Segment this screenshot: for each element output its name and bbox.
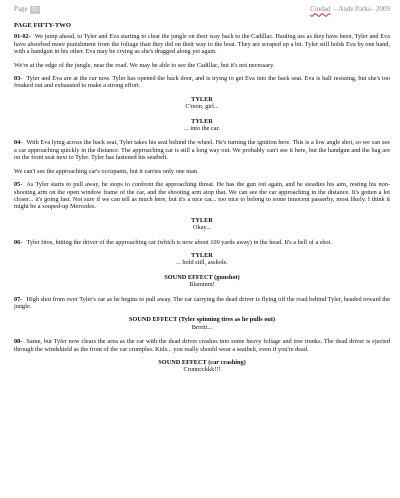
character-name: SOUND EFFECT (Tyler spinning tires as he pulls out) [128, 316, 276, 324]
dialogue-line: ... into the car. [184, 125, 220, 133]
panel-description [14, 33, 390, 55]
panel-text: Tyler and Eva are at the car now. Tyler has opened the back door, and is trying to get Eva into the back seat. Eva is half resisting, but she's too freaked out and exhausted to make a strong effort. [14, 75, 390, 90]
dialogue-block [14, 274, 390, 289]
panel-text: Same, but Tyler now clears the area as the car with the dead driver crashes into some heavy foliage and tree trunks. The dead driver is ejected through the windshield as the front of the car crumples. Kids... you really should wear a seatbelt, even if you're dead. [14, 338, 390, 353]
panel-number: 03- [14, 75, 23, 83]
panel-number: 05- [14, 181, 23, 189]
panel-description [14, 239, 390, 246]
page-title: PAGE FIFTY-TWO [14, 22, 71, 29]
page-header [14, 4, 390, 16]
dialogue-block [14, 316, 390, 331]
panel-description [14, 338, 390, 353]
dialogue-block [14, 359, 390, 374]
script-body [14, 33, 390, 373]
running-author: – Ande Parks– 2009 [333, 5, 390, 14]
panel-number: 04- [14, 139, 23, 147]
panel-number: 08- [14, 338, 23, 346]
panel-number: 01-02- [14, 33, 31, 41]
panel-number: 07- [14, 295, 23, 303]
dialogue-block [14, 118, 390, 133]
character-name: SOUND EFFECT (gunshot) [164, 273, 240, 281]
dialogue-block [14, 217, 390, 232]
panel-text: With Eva lying across the back seat, Tyler takes his seat behind the wheel. He's turning the ignition here. This is a low angle shot, so we can see a car approaching quickly in the distance. The approaching car is still a long way out. We probably can't see it here, but the handgun and the bag are on the front seat next to Tyler. Tyler has fastened his seatbelt. [14, 139, 390, 162]
panel-description [14, 296, 390, 311]
panel-text: We can't see the approaching car's occupants, but it carries only one man. [14, 167, 199, 175]
dialogue-line: Okay... [193, 224, 211, 232]
panel-description [14, 181, 390, 211]
dialogue-line: Crunncckkk!!! [183, 366, 221, 374]
panel-description [14, 139, 390, 161]
running-title: Ciudad [310, 5, 331, 14]
panel-description [14, 168, 390, 175]
panel-text: We're at the edge of the jungle, near the road. We may be able to see the Cadillac, but it's not necessary. [14, 61, 275, 69]
panel-text: High shot from over Tyler's car as he begins to pull away. The car carrying the dead driver is flying off the road behind Tyler, headed toward the jungle. [14, 295, 390, 310]
panel-description [14, 75, 390, 90]
character-name: TYLER [191, 251, 213, 259]
page-number: 52 [31, 6, 39, 13]
dialogue-line: Brrrttt... [191, 323, 213, 331]
page-indicator [14, 6, 40, 14]
panel-description [14, 62, 390, 69]
panel-text: As Tyler starts to pull away, he stops to confront the approaching threat. He has the gun out again, and he steadies his aim, resting his non-shooting arm on the open window frame of the car, and the shooting arm atop that. We can see the car approaching in the distance. It's gotten a lot closer... it's going fast. Not sure if we can tell as much here, but it's a nice car... too nice to belong to some innocent passerby, most likely. I think it might be a souped-up Mercedes. [14, 181, 390, 211]
dialogue-line: ... hold still, asshole. [176, 259, 228, 267]
character-name: SOUND EFFECT (car crashing) [158, 359, 246, 366]
dialogue-block [14, 96, 390, 111]
panel-text: Tyler fires, hitting the driver of the approaching car (which is now about 100 yards away) in the head. It's a hell of a shot. [26, 238, 332, 246]
character-name: TYLER [191, 216, 213, 224]
character-name: TYLER [191, 95, 213, 103]
page-label-text: Page [14, 5, 28, 14]
panel-number: 06- [14, 238, 23, 246]
dialogue-block [14, 252, 390, 267]
dialogue-line: Blammm! [189, 281, 215, 289]
dialogue-line: C'mon, girl... [185, 103, 219, 111]
character-name: TYLER [191, 117, 213, 125]
panel-text: We jump ahead, to Tyler and Eva starting to clear the jungle on their way back to the Cadillac. Hauling ass as they have been, Tyler and Eva have absorbed more punishment from the foliage than they did on their way to the boat. They are scraped up a bit. Tyler still holds Eva by one hand, with a handgun in his other. Eva may be crying as she's dragged along yet again. [14, 33, 390, 56]
running-header [310, 6, 390, 13]
